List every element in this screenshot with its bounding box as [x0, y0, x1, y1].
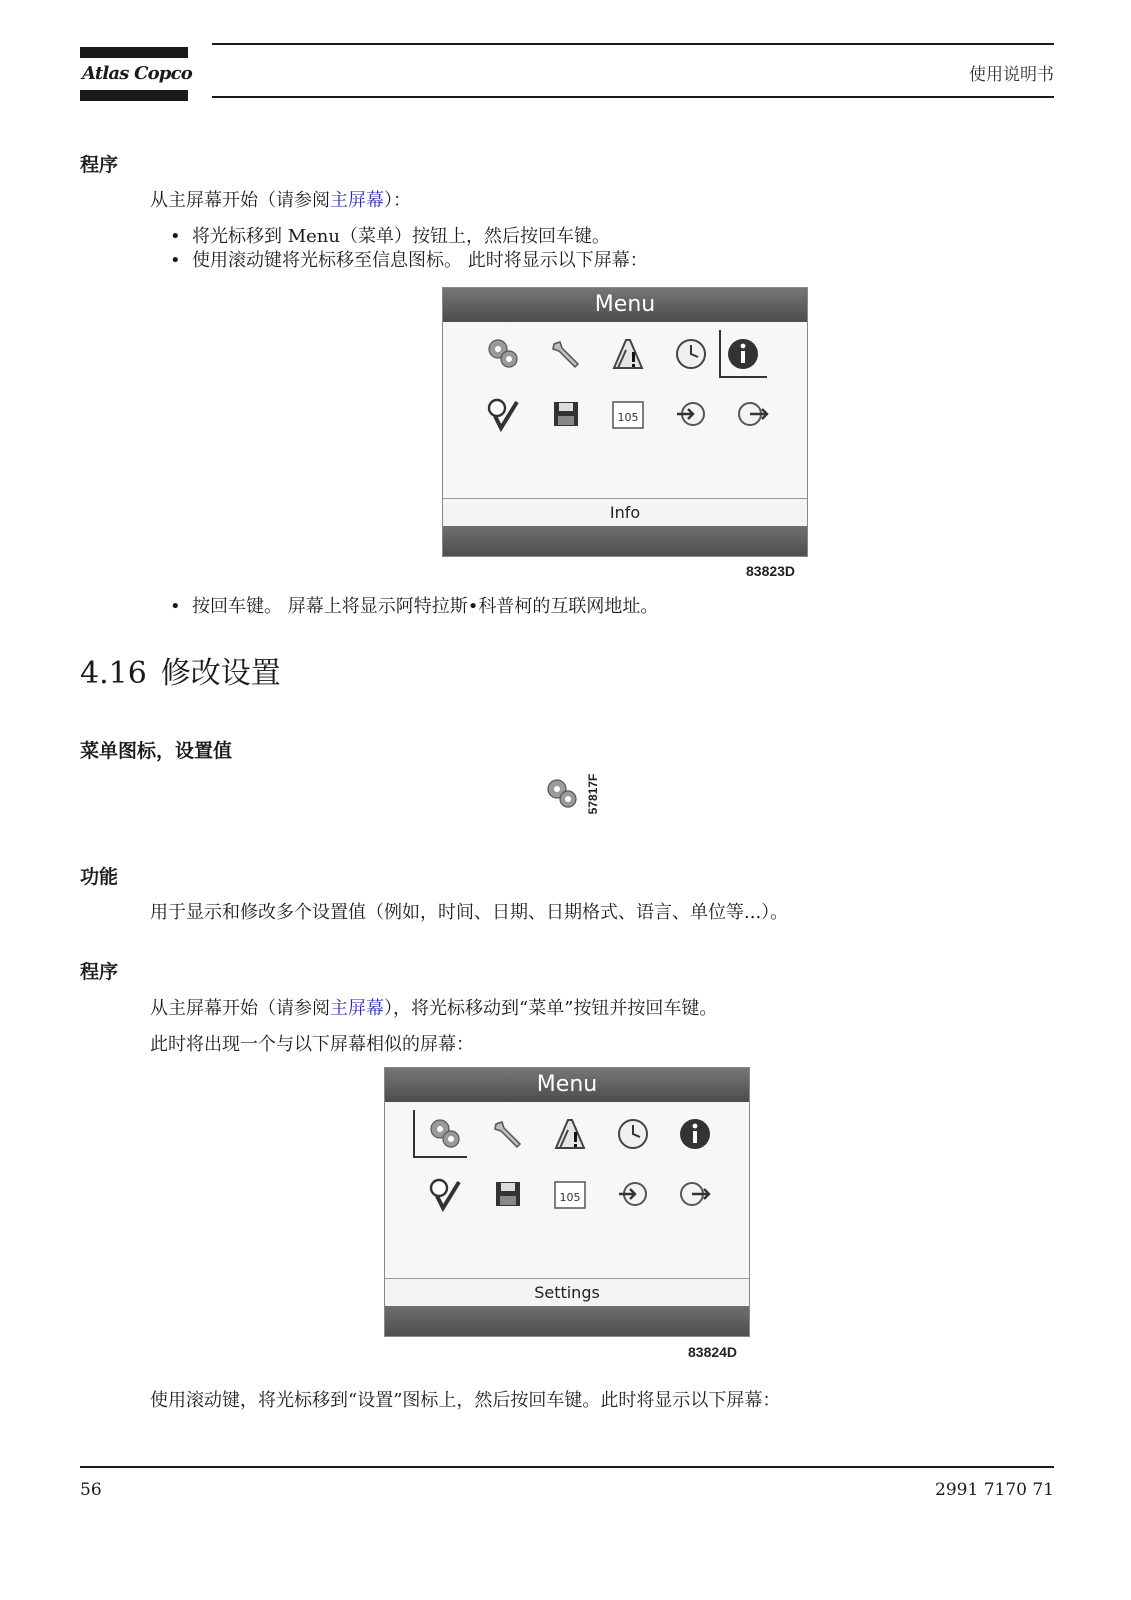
- figure-code: 83823D: [746, 563, 796, 579]
- screen-bottom-bar: [443, 526, 807, 556]
- menu-icon-grid: [385, 1102, 749, 1278]
- logout-arrow-icon[interactable]: [675, 1174, 715, 1214]
- page-number: 56: [80, 1480, 102, 1500]
- screen-title: Menu: [385, 1068, 749, 1102]
- menu-screen-settings: [384, 1067, 750, 1337]
- icon-code-rotated: 57817F: [586, 773, 600, 815]
- section-heading: 修改设置: [160, 656, 281, 691]
- settings-gears-icon[interactable]: [425, 1114, 465, 1154]
- main-screen-link[interactable]: 主屏幕: [330, 998, 384, 1019]
- procedure-text-2: 此时将出现一个与以下屏幕相似的屏幕：: [150, 1034, 474, 1055]
- bullet-item: • 使用滚动键将光标移至信息图标。 此时将显示以下屏幕：: [170, 250, 648, 271]
- settings-gears-icon[interactable]: [483, 334, 523, 374]
- svg-text:105: 105: [617, 411, 639, 424]
- warning-triangle-icon[interactable]: [550, 1114, 590, 1154]
- procedure-heading: 程序: [80, 154, 119, 176]
- main-screen-link[interactable]: 主屏幕: [330, 190, 384, 211]
- floppy-disk-icon[interactable]: [546, 394, 586, 434]
- doc-number: 2991 7170 71: [935, 1480, 1054, 1500]
- selected-item-label: Info: [443, 499, 807, 526]
- wrench-icon[interactable]: [546, 334, 586, 374]
- warning-triangle-icon[interactable]: [608, 334, 648, 374]
- wrench-icon[interactable]: [488, 1114, 528, 1154]
- menu-screen-info: [442, 287, 808, 557]
- info-icon[interactable]: [675, 1114, 715, 1154]
- logout-arrow-icon[interactable]: [733, 394, 773, 434]
- final-instruction: 使用滚动键，将光标移到“设置”图标上，然后按回车键。此时将显示以下屏幕：: [150, 1390, 781, 1411]
- counter-105-icon[interactable]: [550, 1174, 590, 1214]
- function-text: 用于显示和修改多个设置值（例如，时间、日期、日期格式、语言、单位等...）。: [150, 902, 789, 923]
- function-heading: 功能: [80, 866, 119, 888]
- screen-bottom-bar: [385, 1306, 749, 1336]
- test-check-icon[interactable]: [425, 1174, 465, 1214]
- screen-title: Menu: [443, 288, 807, 322]
- test-check-icon[interactable]: [483, 394, 523, 434]
- header-title: 使用说明书: [969, 65, 1054, 85]
- section-number: 4.16: [80, 656, 147, 691]
- svg-text:105: 105: [559, 1191, 581, 1204]
- section-title: [80, 648, 281, 692]
- floppy-disk-icon[interactable]: [488, 1174, 528, 1214]
- header-rule-bottom: [212, 96, 1054, 98]
- info-icon[interactable]: [723, 334, 763, 374]
- header-rule-top: [212, 43, 1054, 45]
- procedure-heading: 程序: [80, 961, 119, 983]
- atlas-copco-logo: Atlas Copco: [80, 47, 188, 101]
- bullet-item: • 按回车键。 屏幕上将显示阿特拉斯•科普柯的互联网地址。: [170, 596, 659, 617]
- login-arrow-icon[interactable]: [671, 394, 711, 434]
- settings-gears-icon: [542, 774, 582, 814]
- footer-rule: [80, 1466, 1054, 1468]
- procedure-intro: 从主屏幕开始（请参阅主屏幕）：: [150, 190, 411, 211]
- login-arrow-icon[interactable]: [613, 1174, 653, 1214]
- procedure-text: 从主屏幕开始（请参阅主屏幕），将光标移动到“菜单”按钮并按回车键。: [150, 998, 718, 1019]
- menu-icon-grid: [443, 322, 807, 498]
- clock-icon[interactable]: [671, 334, 711, 374]
- clock-icon[interactable]: [613, 1114, 653, 1154]
- figure-code: 83824D: [688, 1344, 738, 1360]
- bullet-item: • 将光标移到 Menu（菜单）按钮上，然后按回车键。: [170, 226, 610, 247]
- selected-item-label: Settings: [385, 1279, 749, 1306]
- counter-105-icon[interactable]: [608, 394, 648, 434]
- menu-icon-heading: 菜单图标，设置值: [80, 740, 233, 762]
